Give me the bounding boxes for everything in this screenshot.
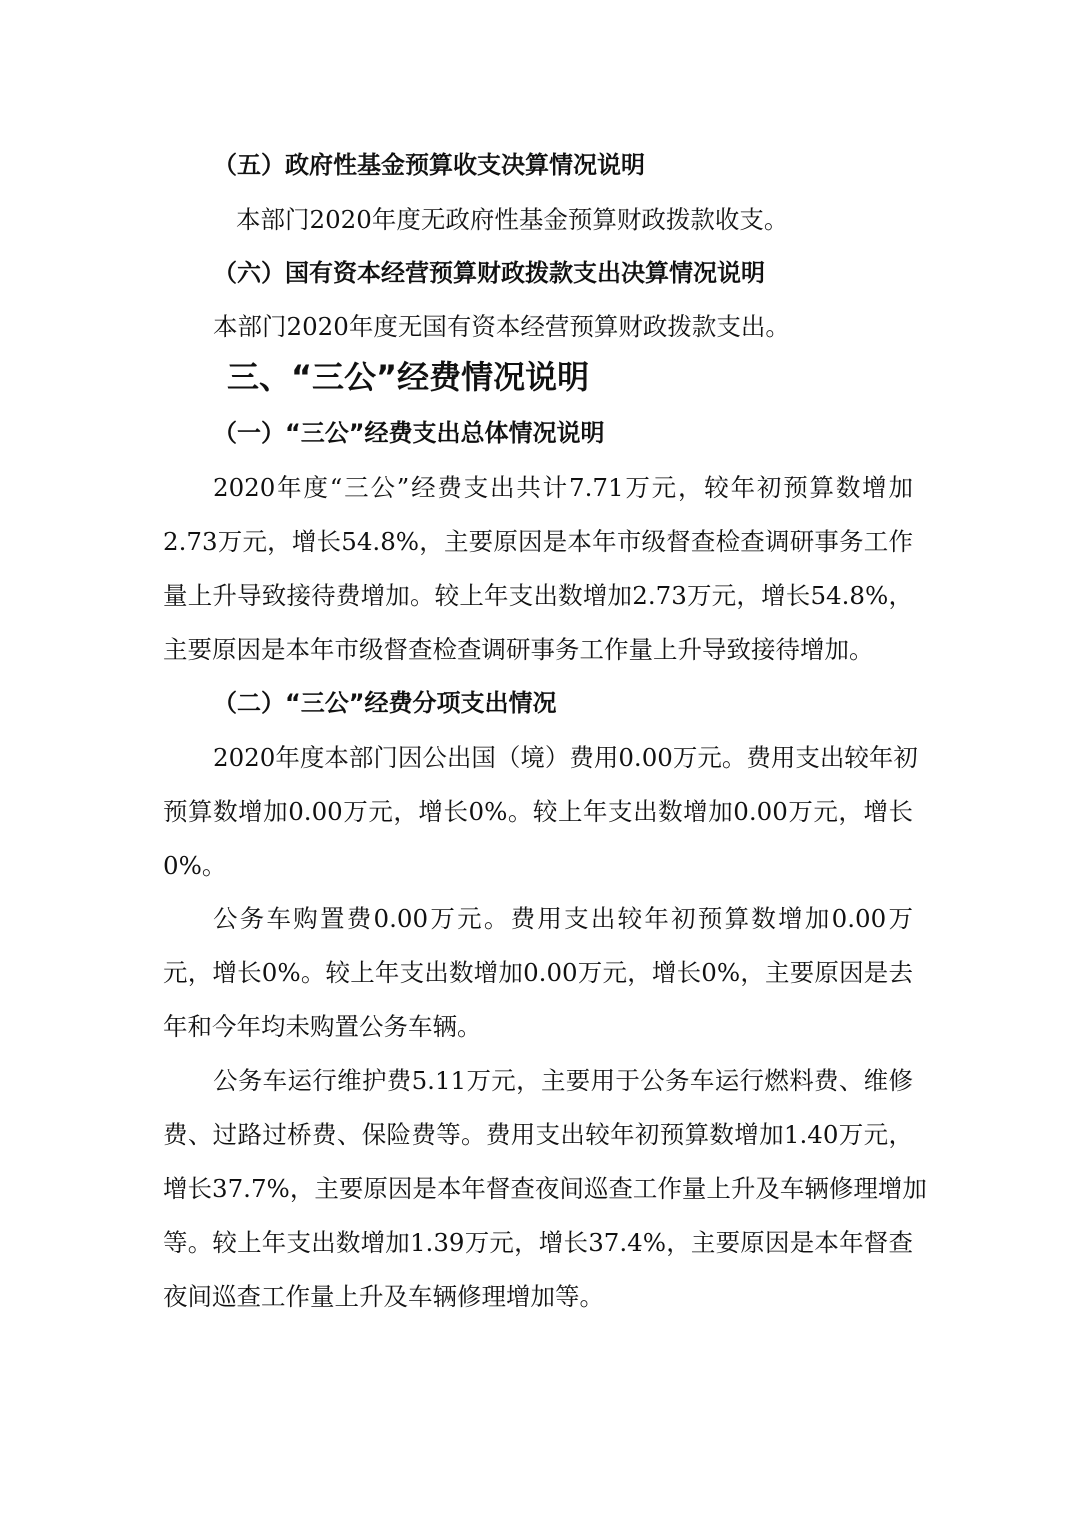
paragraph-line: 公务车运行维护费5.11万元，主要用于公务车运行燃料费、维修 [213, 1066, 913, 1095]
section-5-body: 本部门2020年度无政府性基金预算财政拨款收支。 [236, 205, 789, 234]
paragraph-line: 0%。 [163, 851, 227, 880]
section-6-heading: （六）国有资本经营预算财政拨款支出决算情况说明 [213, 259, 765, 287]
part-3-sub-1-heading: （一）“三公”经费支出总体情况说明 [213, 419, 605, 447]
paragraph-line: 2020年度本部门因公出国（境）费用0.00万元。费用支出较年初 [213, 743, 918, 772]
paragraph-line: 主要原因是本年市级督查检查调研事务工作量上升导致接待增加。 [163, 635, 874, 664]
part-3-title: 三、“三公”经费情况说明 [227, 358, 590, 396]
paragraph-line: 元，增长0%。较上年支出数增加0.00万元，增长0%，主要原因是去 [163, 958, 913, 987]
paragraph-line: 2020年度“三公”经费支出共计7.71万元，较年初预算数增加 [213, 473, 913, 502]
paragraph-line: 量上升导致接待费增加。较上年支出数增加2.73万元，增长54.8%， [163, 581, 913, 610]
section-6-body: 本部门2020年度无国有资本经营预算财政拨款支出。 [213, 312, 790, 341]
paragraph-line: 年和今年均未购置公务车辆。 [163, 1012, 482, 1041]
paragraph-line: 预算数增加0.00万元，增长0%。较上年支出数增加0.00万元，增长 [163, 797, 913, 826]
section-5-heading: （五）政府性基金预算收支决算情况说明 [213, 151, 645, 179]
paragraph-line: 增长37.7%，主要原因是本年督查夜间巡查工作量上升及车辆修理增加 [163, 1174, 927, 1203]
paragraph-line: 等。较上年支出数增加1.39万元，增长37.4%，主要原因是本年督查 [163, 1228, 913, 1257]
paragraph-line: 费、过路过桥费、保险费等。费用支出较年初预算数增加1.40万元， [163, 1120, 913, 1149]
paragraph-line: 2.73万元，增长54.8%，主要原因是本年市级督查检查调研事务工作 [163, 527, 913, 556]
paragraph-line: 公务车购置费0.00万元。费用支出较年初预算数增加0.00万 [213, 904, 913, 933]
paragraph-line: 夜间巡查工作量上升及车辆修理增加等。 [163, 1282, 604, 1311]
part-3-sub-2-heading: （二）“三公”经费分项支出情况 [213, 689, 557, 717]
